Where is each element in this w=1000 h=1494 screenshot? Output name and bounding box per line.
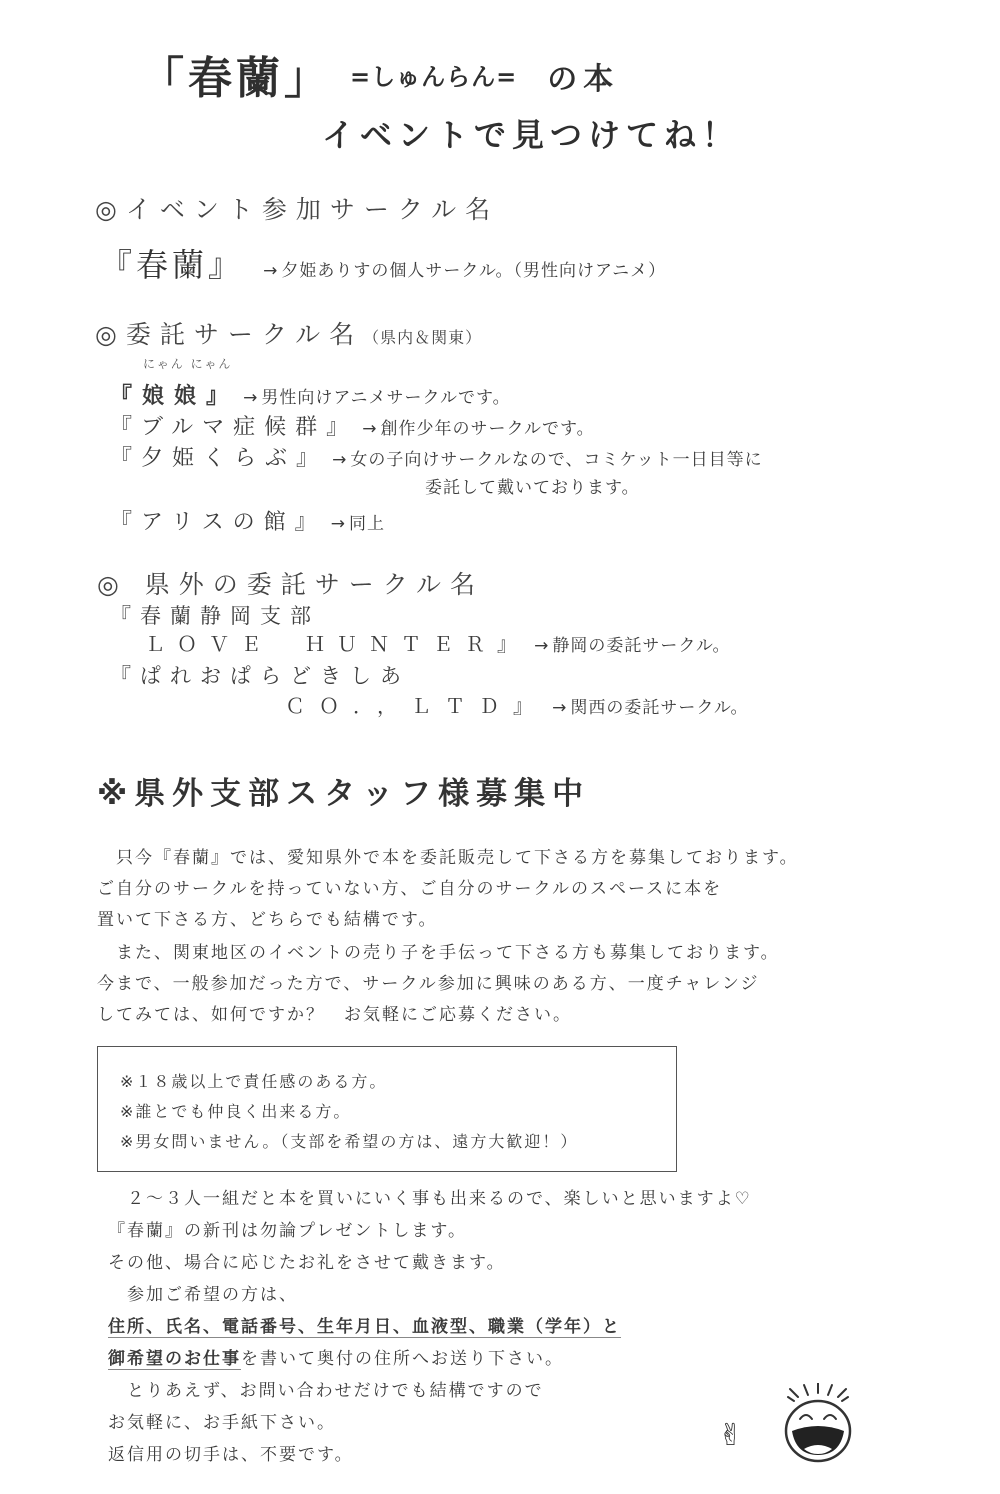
text-line: また、関東地区のイベントの売り子を手伝って下さる方も募集しております。 [97, 943, 780, 963]
section-heading-outside: ◎ 県外の委託サークル名 [97, 570, 485, 599]
event-circle-name: 『春蘭』 [100, 246, 245, 284]
apply-instruction: を書いて奥付の住所へお送り下さい。 [241, 1349, 564, 1369]
arrow-icon: → [263, 261, 278, 281]
ruby-nyan-nyan: にゃん にゃん [143, 357, 233, 371]
section-heading-consign-note: （県内＆関東） [363, 328, 483, 347]
outside-circle-description: 静岡の委託サークル。 [552, 636, 731, 656]
section-heading-consign [95, 315, 482, 351]
apply-desired-job: 御希望のお仕事 [108, 1349, 241, 1369]
section-heading-consign-label: ◎委託サークル名 [95, 320, 364, 349]
outside-circle-name-line2: ＬＯＶＥ ＨＵＮＴＥＲ』 [145, 632, 529, 656]
apply-required-info: 住所、氏名、電話番号、生年月日、血液型、職業（学年）と [108, 1317, 621, 1337]
text-line: ２～３人一組だと本を買いにいく事も出来るので、楽しいと思いますよ♡ [108, 1189, 752, 1209]
text-line: ご自分のサークルを持っていない方、ご自分のサークルのスペースに本を [97, 879, 723, 899]
recruit-paragraph-1 [97, 843, 799, 936]
laughing-face-icon [778, 1383, 858, 1467]
text-line: 只今『春蘭』では、愛知県外で本を委託販売して下さる方を募集しております。 [97, 848, 799, 868]
outside-circle-row [145, 628, 730, 657]
outside-circle-name-line1: 『ぱれおぱらどきしあ [110, 664, 410, 688]
page-subtitle: イベントで見つけてね！ [322, 116, 741, 154]
consign-circle-description-cont: 委託して戴いております。 [425, 478, 640, 498]
consign-circle-row [110, 410, 595, 441]
text-line: 今まで、一般参加だった方で、サークル参加に興味のある方、一度チャレンジ [97, 974, 760, 994]
event-circle-description: 夕姫ありすの個人サークル。（男性向けアニメ） [281, 261, 667, 281]
text-line: 『春蘭』の新刊は勿論プレゼントします。 [108, 1221, 467, 1241]
text-line [108, 1343, 752, 1375]
peace-sign-icon: ✌ [718, 1418, 744, 1453]
outside-circle-description: 関西の委託サークル。 [570, 698, 749, 718]
section-heading-event: ◎イベント参加サークル名 [95, 195, 500, 224]
consign-circle-name: 『娘娘』 [110, 384, 239, 409]
outside-circle-name-line1: 『春蘭静岡支部 [110, 604, 320, 628]
requirement-item: ※１８歳以上で責任感のある方。 [120, 1072, 388, 1091]
consign-circle-row [110, 505, 385, 536]
consign-circle-row [110, 441, 763, 472]
requirement-item: ※男女問いません。（支部を希望の方は、遠方大歓迎！） [120, 1132, 579, 1151]
consign-circle-row [110, 379, 511, 410]
recruit-heading: ※県外支部スタッフ様募集中 [97, 776, 591, 812]
text-line: してみては、如何ですか？ お気軽にご応募ください。 [97, 1005, 572, 1025]
consign-circle-name: 『アリスの館』 [110, 510, 326, 535]
consign-circle-name: 『夕姫くらぶ』 [110, 446, 328, 471]
requirements-box [97, 1046, 677, 1172]
text-line [108, 1311, 752, 1343]
arrow-icon: → [552, 698, 567, 718]
text-line: 返信用の切手は、不要です。 [108, 1445, 354, 1465]
recruit-paragraph-3 [108, 1183, 752, 1471]
event-circle-row [100, 240, 666, 286]
arrow-icon: → [243, 388, 258, 408]
page-title [140, 42, 619, 106]
arrow-icon: → [534, 636, 549, 656]
requirement-item: ※誰とでも仲良く出来る方。 [120, 1102, 352, 1121]
consign-circle-name: 『ブルマ症候群』 [110, 415, 358, 440]
title-reading: =しゅんらん= [350, 63, 518, 91]
consign-circle-description: 男性向けアニメサークルです。 [261, 388, 511, 408]
text-line: お気軽に、お手紙下さい。 [108, 1413, 336, 1433]
consign-circle-description: 創作少年のサークルです。 [380, 419, 595, 439]
title-suffix: の本 [547, 62, 620, 97]
recruit-paragraph-2 [97, 938, 780, 1031]
text-line: 置いて下さる方、どちらでも結構です。 [97, 910, 438, 930]
arrow-icon: → [362, 419, 377, 439]
consign-circle-description: 女の子向けサークルなので、コミケット一日目等に [350, 450, 763, 470]
outside-circle-name-line2: ＣＯ．，ＬＴＤ』 [285, 694, 547, 718]
title-circle-name: 「春蘭」 [140, 53, 332, 104]
outside-circle-row [285, 690, 748, 719]
text-line: とりあえず、お問い合わせだけでも結構ですので [108, 1381, 544, 1401]
text-line: その他、場合に応じたお礼をさせて戴きます。 [108, 1253, 506, 1273]
arrow-icon: → [332, 450, 347, 470]
consign-circle-description: 同上 [349, 514, 386, 534]
arrow-icon: → [330, 514, 346, 534]
text-line: 参加ご希望の方は、 [108, 1285, 298, 1305]
